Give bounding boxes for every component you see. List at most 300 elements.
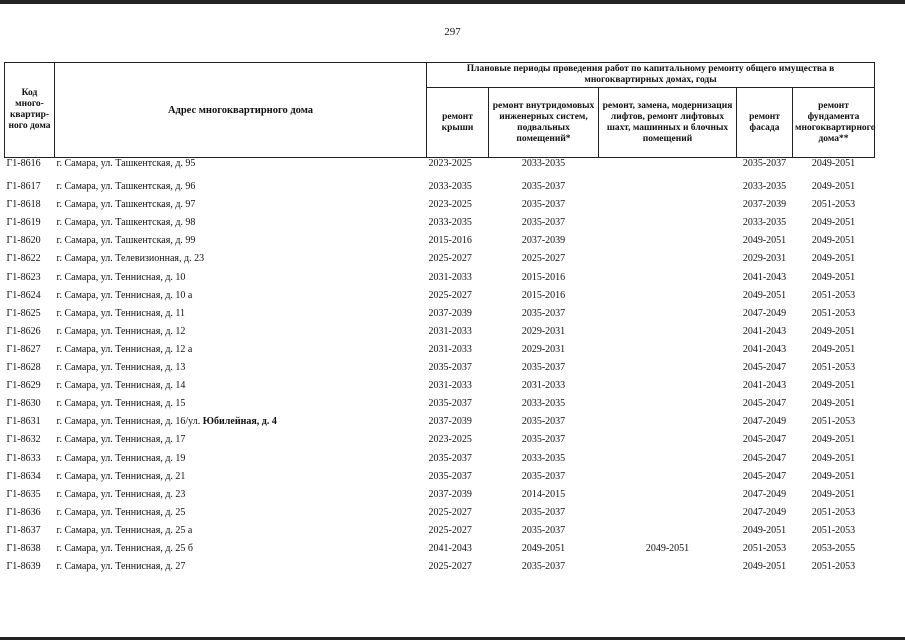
cell-engineering: [489, 428, 599, 446]
cell-code: [5, 229, 55, 247]
cell-code-text: Г1-8631: [6, 416, 41, 428]
cell-roof: [427, 158, 489, 176]
cell-facade: [737, 392, 793, 410]
header-periods-group: Плановые периоды проведения работ по капитальному ремонту общего имущества в многоквартирных домах, годы: [427, 63, 875, 88]
cell-foundation: [793, 193, 875, 211]
cell-address-text: г. Самара, ул. Ташкентская, д. 95: [56, 158, 196, 169]
header-engineering: ремонт внутридомовых инженерных систем, подвальных помещений*: [489, 88, 599, 158]
table-row: [5, 158, 875, 176]
cell-facade-text: 2047-2049: [742, 488, 787, 500]
cell-engineering-text: 2014-2015: [521, 488, 566, 500]
cell-foundation-text: 2049-2051: [811, 452, 856, 464]
cell-facade: [737, 519, 793, 537]
cell-elevator-text: 2049-2051: [645, 542, 690, 554]
cell-engineering-text: 2035-2037: [521, 217, 566, 229]
cell-elevator: [599, 302, 737, 320]
cell-code: [5, 356, 55, 374]
cell-address: [55, 193, 427, 211]
cell-roof-text: 2023-2025: [428, 199, 472, 211]
cell-roof-text: 2041-2043: [428, 542, 472, 554]
cell-elevator: [599, 483, 737, 501]
cell-roof-text: 2033-2035: [428, 217, 472, 229]
cell-elevator: [599, 211, 737, 229]
cell-code: [5, 483, 55, 501]
cell-code-text: Г1-8623: [6, 271, 41, 283]
cell-roof: [427, 247, 489, 265]
cell-code-text: Г1-8628: [6, 362, 41, 374]
table-row: [5, 338, 875, 356]
scan-top-edge: [0, 0, 905, 4]
cell-foundation-text: 2049-2051: [811, 253, 856, 265]
table-row: [5, 175, 875, 193]
cell-address-text: г. Самара, ул. Теннисная, д. 27: [56, 561, 186, 573]
cell-foundation: [793, 446, 875, 464]
capital-repair-schedule-table: [4, 62, 875, 573]
cell-elevator: [599, 175, 737, 193]
header-roof: ремонт крыши: [427, 88, 489, 158]
cell-roof: [427, 519, 489, 537]
header-elevator: ремонт, замена, модернизация лифтов, ремонт лифтовых шахт, машинных и блочных помещений: [599, 88, 737, 158]
cell-code-text: Г1-8616: [6, 158, 41, 169]
cell-code: [5, 428, 55, 446]
cell-elevator: [599, 446, 737, 464]
cell-facade-text: 2041-2043: [742, 343, 787, 355]
cell-foundation-text: 2049-2051: [811, 434, 856, 446]
cell-facade-text: 2029-2031: [742, 253, 787, 265]
cell-facade: [737, 229, 793, 247]
table-row: [5, 555, 875, 573]
cell-address: [55, 410, 427, 428]
cell-engineering-text: 2033-2035: [521, 158, 566, 169]
cell-roof-text: 2025-2027: [428, 289, 472, 301]
table-row: [5, 265, 875, 283]
cell-code-text: Г1-8635: [6, 488, 41, 500]
cell-foundation-text: 2049-2051: [811, 470, 856, 482]
header-code: Код много-квартир-ного дома: [5, 63, 55, 158]
cell-foundation-text: 2049-2051: [811, 235, 856, 247]
cell-code-text: Г1-8632: [6, 434, 41, 446]
cell-address-text: г. Самара, ул. Теннисная, д. 13: [56, 362, 186, 374]
cell-roof: [427, 537, 489, 555]
cell-facade: [737, 265, 793, 283]
cell-address-text: г. Самара, ул. Телевизионная, д. 23: [56, 253, 205, 265]
cell-engineering-text: 2035-2037: [521, 307, 566, 319]
cell-engineering: [489, 519, 599, 537]
cell-foundation: [793, 211, 875, 229]
cell-code-text: Г1-8624: [6, 289, 41, 301]
cell-foundation-text: 2051-2053: [811, 524, 856, 536]
cell-address: [55, 302, 427, 320]
cell-roof-text: 2031-2033: [428, 325, 472, 337]
cell-foundation: [793, 302, 875, 320]
cell-engineering: [489, 374, 599, 392]
cell-engineering-text: 2025-2027: [521, 253, 566, 265]
cell-address: [55, 483, 427, 501]
cell-foundation: [793, 356, 875, 374]
cell-engineering-text: 2015-2016: [521, 271, 566, 283]
cell-foundation-text: 2049-2051: [811, 325, 856, 337]
cell-foundation-text: 2051-2053: [811, 416, 856, 428]
cell-roof-text: 2025-2027: [428, 561, 472, 573]
cell-code: [5, 410, 55, 428]
table-row: [5, 284, 875, 302]
cell-engineering: [489, 446, 599, 464]
cell-address-text: г. Самара, ул. Теннисная, д. 12 а: [56, 343, 193, 355]
table-row: [5, 465, 875, 483]
cell-roof-text: 2023-2025: [428, 434, 472, 446]
cell-foundation-text: 2051-2053: [811, 506, 856, 518]
cell-roof-text: 2037-2039: [428, 488, 472, 500]
cell-engineering-text: 2029-2031: [521, 325, 566, 337]
cell-engineering: [489, 483, 599, 501]
cell-roof-text: 2037-2039: [428, 416, 472, 428]
cell-foundation-text: 2051-2053: [811, 199, 856, 211]
cell-code-text: Г1-8639: [6, 561, 41, 573]
cell-roof: [427, 356, 489, 374]
cell-address-text: г. Самара, ул. Теннисная, д. 25 а: [56, 524, 193, 536]
cell-code: [5, 392, 55, 410]
cell-address-text: г. Самара, ул. Теннисная, д. 15: [56, 398, 186, 410]
cell-foundation: [793, 374, 875, 392]
cell-roof-text: 2025-2027: [428, 253, 472, 265]
cell-foundation: [793, 338, 875, 356]
cell-facade: [737, 302, 793, 320]
cell-roof-text: 2035-2037: [428, 362, 472, 374]
table-row: [5, 410, 875, 428]
cell-facade-text: 2041-2043: [742, 380, 787, 392]
cell-engineering: [489, 284, 599, 302]
cell-facade: [737, 555, 793, 573]
cell-address: [55, 265, 427, 283]
cell-engineering: [489, 158, 599, 176]
cell-foundation: [793, 428, 875, 446]
cell-facade-text: 2049-2051: [742, 561, 787, 573]
cell-facade: [737, 428, 793, 446]
cell-engineering-text: 2035-2037: [521, 181, 566, 193]
cell-foundation-text: 2051-2053: [811, 561, 856, 573]
cell-elevator: [599, 501, 737, 519]
cell-facade: [737, 158, 793, 176]
cell-roof: [427, 392, 489, 410]
cell-address: [55, 555, 427, 573]
cell-elevator: [599, 519, 737, 537]
cell-elevator: [599, 229, 737, 247]
table-row: [5, 519, 875, 537]
cell-facade: [737, 501, 793, 519]
cell-code-text: Г1-8622: [6, 253, 41, 265]
cell-code: [5, 465, 55, 483]
cell-code-text: Г1-8618: [6, 199, 41, 211]
cell-facade-text: 2033-2035: [742, 217, 787, 229]
cell-foundation: [793, 284, 875, 302]
cell-roof-text: 2025-2027: [428, 506, 472, 518]
cell-address-text: г. Самара, ул. Теннисная, д. 12: [56, 325, 186, 337]
cell-facade-text: 2033-2035: [742, 181, 787, 193]
cell-elevator: [599, 537, 737, 555]
cell-roof-text: 2031-2033: [428, 380, 472, 392]
cell-address-text: г. Самара, ул. Теннисная, д. 25: [56, 506, 186, 518]
cell-engineering-text: 2035-2037: [521, 434, 566, 446]
cell-roof-text: 2037-2039: [428, 307, 472, 319]
cell-roof: [427, 465, 489, 483]
cell-code: [5, 247, 55, 265]
cell-code: [5, 211, 55, 229]
cell-roof-text: 2025-2027: [428, 524, 472, 536]
cell-engineering-text: 2035-2037: [521, 506, 566, 518]
cell-engineering: [489, 229, 599, 247]
table-row: [5, 247, 875, 265]
cell-foundation-text: 2049-2051: [811, 343, 856, 355]
cell-address-bold-text: Юбилейная, д. 4: [202, 416, 277, 428]
cell-facade: [737, 356, 793, 374]
cell-elevator: [599, 320, 737, 338]
cell-facade: [737, 247, 793, 265]
cell-address: [55, 320, 427, 338]
cell-code-text: Г1-8629: [6, 380, 41, 392]
cell-code: [5, 265, 55, 283]
cell-elevator: [599, 193, 737, 211]
header-foundation: ремонт фундамента многоквартирного дома**: [793, 88, 875, 158]
cell-foundation-text: 2049-2051: [811, 217, 856, 229]
cell-foundation: [793, 537, 875, 555]
table-row: [5, 501, 875, 519]
cell-engineering: [489, 537, 599, 555]
cell-engineering-text: 2031-2033: [521, 380, 566, 392]
cell-foundation-text: 2049-2051: [811, 181, 856, 193]
cell-code-text: Г1-8619: [6, 217, 41, 229]
cell-facade: [737, 410, 793, 428]
cell-address: [55, 284, 427, 302]
cell-facade: [737, 175, 793, 193]
cell-foundation: [793, 320, 875, 338]
cell-engineering: [489, 555, 599, 573]
cell-facade-text: 2045-2047: [742, 398, 787, 410]
cell-address: [55, 338, 427, 356]
cell-facade: [737, 284, 793, 302]
cell-foundation-text: 2049-2051: [811, 158, 856, 169]
cell-facade: [737, 483, 793, 501]
cell-facade: [737, 374, 793, 392]
cell-elevator: [599, 247, 737, 265]
cell-foundation: [793, 465, 875, 483]
cell-facade-text: 2047-2049: [742, 416, 787, 428]
cell-roof: [427, 193, 489, 211]
cell-address-text: г. Самара, ул. Теннисная, д. 23: [56, 488, 186, 500]
page-number: 297: [444, 26, 461, 38]
cell-roof: [427, 338, 489, 356]
cell-facade: [737, 446, 793, 464]
cell-engineering-text: 2035-2037: [521, 524, 566, 536]
cell-facade: [737, 537, 793, 555]
cell-code-text: Г1-8636: [6, 506, 41, 518]
cell-address-text: г. Самара, ул. Теннисная, д. 19: [56, 452, 186, 464]
cell-code-text: Г1-8617: [6, 181, 41, 193]
cell-code: [5, 374, 55, 392]
table-body: [5, 158, 875, 574]
cell-foundation: [793, 392, 875, 410]
cell-address: [55, 519, 427, 537]
cell-elevator: [599, 356, 737, 374]
cell-roof: [427, 229, 489, 247]
cell-engineering: [489, 247, 599, 265]
cell-facade: [737, 193, 793, 211]
cell-roof: [427, 211, 489, 229]
cell-address-text: г. Самара, ул. Ташкентская, д. 99: [56, 235, 196, 247]
cell-roof-text: 2035-2037: [428, 398, 472, 410]
cell-facade-text: 2049-2051: [742, 289, 787, 301]
cell-address-text: г. Самара, ул. Ташкентская, д. 96: [56, 181, 196, 193]
cell-engineering-text: 2035-2037: [521, 470, 566, 482]
cell-facade: [737, 211, 793, 229]
cell-facade-text: 2035-2037: [742, 158, 787, 169]
cell-address-text: г. Самара, ул. Теннисная, д. 25 б: [56, 542, 193, 554]
cell-address: [55, 501, 427, 519]
cell-address: [55, 158, 427, 176]
cell-engineering: [489, 265, 599, 283]
cell-elevator: [599, 265, 737, 283]
table-row: [5, 229, 875, 247]
cell-roof: [427, 320, 489, 338]
cell-address: [55, 537, 427, 555]
cell-foundation-text: 2049-2051: [811, 488, 856, 500]
cell-roof: [427, 302, 489, 320]
cell-address: [55, 392, 427, 410]
cell-code: [5, 302, 55, 320]
cell-foundation: [793, 175, 875, 193]
cell-engineering: [489, 392, 599, 410]
cell-code: [5, 320, 55, 338]
cell-engineering: [489, 501, 599, 519]
cell-engineering: [489, 302, 599, 320]
cell-code: [5, 555, 55, 573]
cell-roof-text: 2033-2035: [428, 181, 472, 193]
cell-code-text: Г1-8637: [6, 524, 41, 536]
cell-elevator: [599, 374, 737, 392]
cell-code: [5, 193, 55, 211]
cell-roof-text: 2031-2033: [428, 343, 472, 355]
cell-engineering: [489, 320, 599, 338]
cell-roof: [427, 410, 489, 428]
cell-elevator: [599, 410, 737, 428]
cell-engineering-text: 2015-2016: [521, 289, 566, 301]
cell-engineering: [489, 338, 599, 356]
table-row: [5, 356, 875, 374]
cell-roof-text: 2035-2037: [428, 452, 472, 464]
cell-roof: [427, 555, 489, 573]
cell-facade-text: 2045-2047: [742, 470, 787, 482]
cell-code-text: Г1-8627: [6, 343, 41, 355]
cell-facade: [737, 465, 793, 483]
cell-foundation: [793, 519, 875, 537]
cell-foundation: [793, 229, 875, 247]
cell-facade: [737, 338, 793, 356]
cell-roof-text: 2023-2025: [428, 158, 472, 169]
cell-facade-text: 2037-2039: [742, 199, 787, 211]
table-row: [5, 302, 875, 320]
cell-code-text: Г1-8620: [6, 235, 41, 247]
cell-code: [5, 519, 55, 537]
cell-foundation-text: 2049-2051: [811, 380, 856, 392]
table-row: [5, 428, 875, 446]
cell-roof: [427, 374, 489, 392]
table-row: [5, 392, 875, 410]
cell-elevator: [599, 338, 737, 356]
cell-code-text: Г1-8630: [6, 398, 41, 410]
cell-facade-text: 2045-2047: [742, 434, 787, 446]
cell-foundation: [793, 247, 875, 265]
cell-roof-text: 2031-2033: [428, 271, 472, 283]
cell-foundation-text: 2051-2053: [811, 307, 856, 319]
cell-code-text: Г1-8634: [6, 470, 41, 482]
cell-address-text: г. Самара, ул. Теннисная, д. 10 а: [56, 289, 193, 301]
cell-foundation: [793, 410, 875, 428]
table-row: [5, 193, 875, 211]
header-facade: ремонт фасада: [737, 88, 793, 158]
cell-engineering-text: 2035-2037: [521, 416, 566, 428]
cell-address: [55, 175, 427, 193]
cell-engineering-text: 2033-2035: [521, 452, 566, 464]
cell-engineering: [489, 211, 599, 229]
cell-foundation-text: 2051-2053: [811, 362, 856, 374]
cell-code-text: Г1-8633: [6, 452, 41, 464]
cell-roof: [427, 446, 489, 464]
cell-facade-text: 2041-2043: [742, 325, 787, 337]
cell-roof: [427, 483, 489, 501]
cell-facade-text: 2049-2051: [742, 235, 787, 247]
cell-address: [55, 356, 427, 374]
cell-roof: [427, 265, 489, 283]
cell-address: [55, 428, 427, 446]
cell-facade-text: 2045-2047: [742, 452, 787, 464]
cell-address: [55, 446, 427, 464]
cell-address-text: г. Самара, ул. Ташкентская, д. 97: [56, 199, 196, 211]
cell-roof: [427, 175, 489, 193]
cell-engineering: [489, 465, 599, 483]
cell-facade: [737, 320, 793, 338]
cell-address-text: г. Самара, ул. Теннисная, д. 10: [56, 271, 186, 283]
cell-address-text: г. Самара, ул. Теннисная, д. 16/ул.: [56, 416, 203, 428]
table-row: [5, 483, 875, 501]
cell-foundation: [793, 265, 875, 283]
cell-roof-text: 2015-2016: [428, 235, 472, 247]
cell-elevator: [599, 555, 737, 573]
cell-foundation-text: 2049-2051: [811, 398, 856, 410]
cell-elevator: [599, 392, 737, 410]
cell-foundation: [793, 158, 875, 176]
cell-code: [5, 158, 55, 176]
cell-engineering-text: 2035-2037: [521, 561, 566, 573]
cell-roof: [427, 428, 489, 446]
cell-code: [5, 338, 55, 356]
cell-engineering: [489, 175, 599, 193]
cell-facade-text: 2051-2053: [742, 542, 787, 554]
cell-engineering-text: 2035-2037: [521, 362, 566, 374]
cell-address: [55, 229, 427, 247]
cell-foundation-text: 2049-2051: [811, 271, 856, 283]
cell-foundation: [793, 483, 875, 501]
cell-address-text: г. Самара, ул. Ташкентская, д. 98: [56, 217, 196, 229]
cell-engineering-text: 2035-2037: [521, 199, 566, 211]
cell-address: [55, 247, 427, 265]
cell-code-text: Г1-8625: [6, 307, 41, 319]
cell-code: [5, 537, 55, 555]
cell-foundation-text: 2051-2053: [811, 289, 856, 301]
cell-engineering-text: 2049-2051: [521, 542, 566, 554]
cell-facade-text: 2041-2043: [742, 271, 787, 283]
cell-roof-text: 2035-2037: [428, 470, 472, 482]
table-row: [5, 320, 875, 338]
cell-facade-text: 2047-2049: [742, 307, 787, 319]
